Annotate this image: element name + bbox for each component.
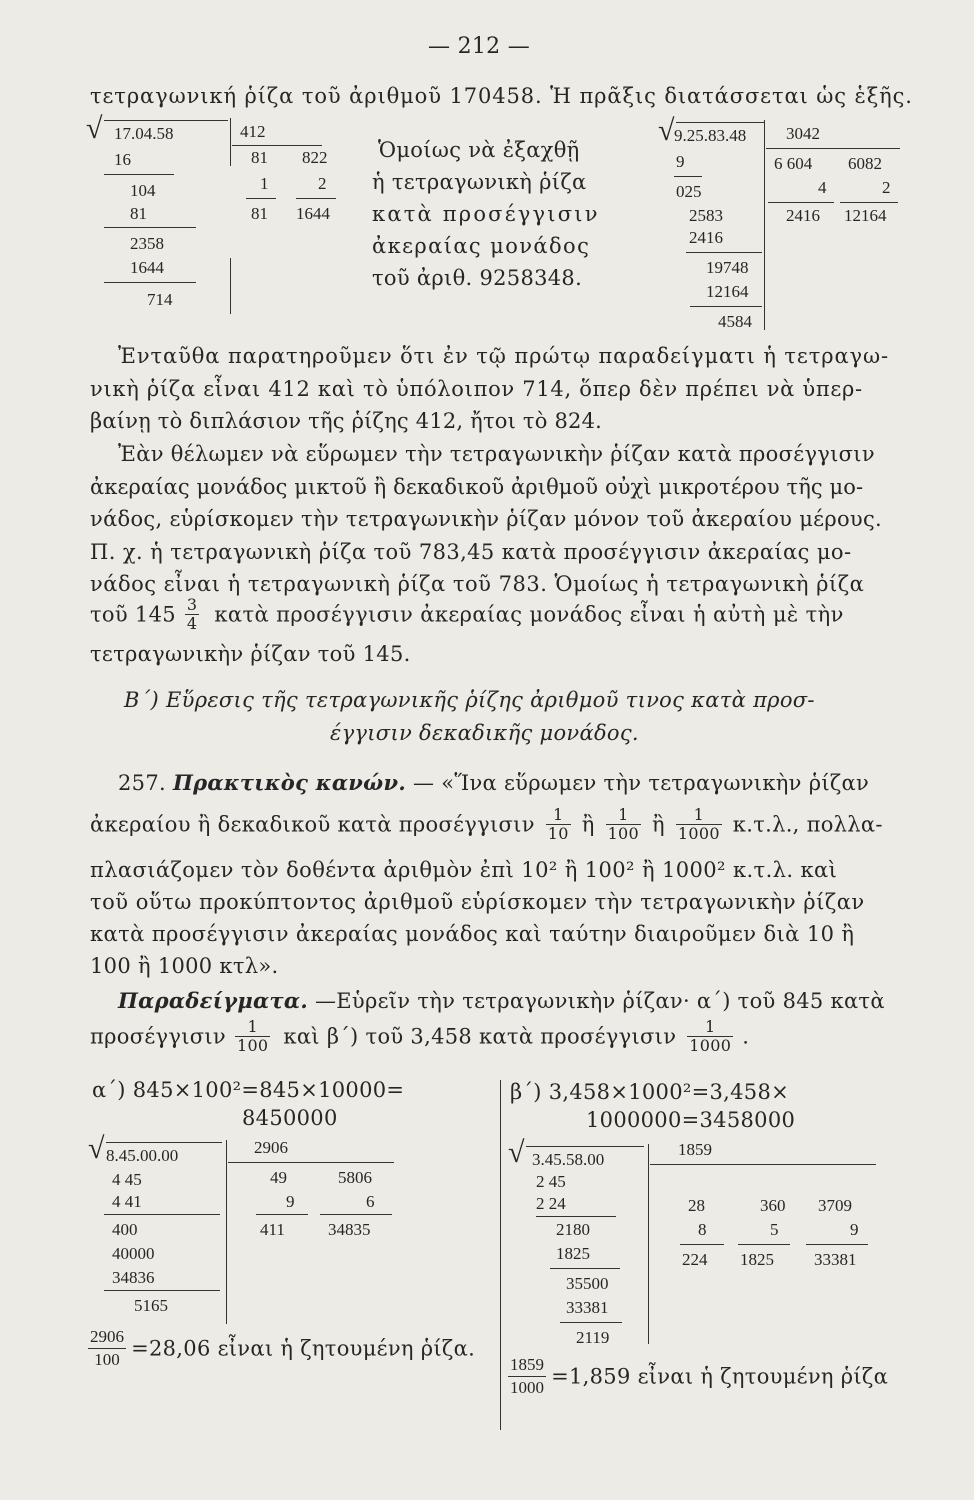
trial-value: 81	[251, 148, 268, 167]
fraction	[235, 1018, 270, 1055]
vinculum	[106, 1142, 222, 1143]
rule	[104, 1214, 220, 1215]
numerator: 1859	[508, 1354, 546, 1377]
rule-number: 257.	[118, 771, 166, 795]
trial-value: 6	[366, 1192, 375, 1211]
trial-value: 8	[698, 1220, 707, 1239]
root-value: 2906	[254, 1138, 288, 1157]
examples-line-2	[90, 1018, 749, 1055]
rule	[550, 1268, 620, 1269]
step-value: 4 41	[112, 1192, 142, 1211]
trial-value: 224	[682, 1250, 708, 1269]
rule	[650, 1164, 876, 1165]
step-value: 34836	[112, 1268, 155, 1287]
rule-line-2	[90, 806, 883, 843]
rule	[738, 1244, 790, 1245]
vinculum	[526, 1146, 644, 1147]
text-line: βαίνῃ τὸ διπλάσιον τῆς ῥίζης 412, ἤτοι τὸ 824.	[90, 409, 603, 433]
rule-intro: — «Ἵνα εὕρωμεν τὴν τετραγωνικὴν ῥίζαν	[412, 771, 870, 795]
trial-value: 3709	[818, 1196, 852, 1215]
divider	[648, 1144, 649, 1344]
examples-heading: Παραδείγματα.	[118, 988, 308, 1013]
numerator: 3	[186, 595, 198, 614]
note-line: τοῦ ἀριθ. 9258348.	[372, 266, 583, 290]
step-value: 4 45	[112, 1170, 142, 1189]
rule-line-1	[118, 770, 869, 795]
rule	[674, 176, 702, 177]
rule	[232, 145, 322, 146]
denominator: 100	[236, 1036, 269, 1055]
step-value: 12164	[706, 282, 749, 301]
radicand: 3.45.58.00	[532, 1150, 605, 1169]
text: .	[742, 1024, 750, 1049]
numerator: 1	[687, 1018, 733, 1037]
text: καὶ β΄) τοῦ 3,458 κατὰ προσέγγισιν	[283, 1024, 677, 1049]
rule	[536, 1216, 616, 1217]
text-line: ἀκεραίας μονάδος μικτοῦ ἢ δεκαδικοῦ ἀριθμοῦ οὐχὶ μικροτέρου τῆς μο-	[90, 474, 864, 499]
divider	[226, 1140, 227, 1324]
step-value: 2 24	[536, 1194, 566, 1213]
rule	[806, 1244, 868, 1245]
step-value: 9	[676, 152, 685, 171]
trial-value: 6082	[848, 154, 882, 173]
examples-line-1	[118, 988, 885, 1013]
trial-value: 28	[688, 1196, 705, 1215]
calc-a-result	[88, 1326, 475, 1371]
text-line: νάδος, εὑρίσκομεν τὴν τετραγωνικὴν ῥίζαν μόνον τοῦ ἀκεραίου μέρους.	[90, 507, 883, 531]
divider	[230, 258, 231, 314]
rule	[840, 202, 898, 203]
trial-value: 81	[251, 204, 268, 223]
trial-value: 822	[302, 148, 328, 167]
rule-line-3: πλασιάζομεν τὸν δοθέντα ἀριθμὸν ἐπὶ 10² ἢ 100² ἢ 1000² κ.τ.λ. καὶ	[90, 858, 838, 882]
fraction	[687, 1018, 733, 1055]
fraction	[185, 596, 199, 633]
text-line: νικὴ ῥίζα εἶναι 412 καὶ τὸ ὑπόλοιπον 714, ὅπερ δὲν πρέπει νὰ ὑπερ-	[90, 376, 863, 401]
vinculum	[104, 120, 228, 121]
top-line: τετραγωνική ῥίζα τοῦ ἀριθμοῦ 170458. Ἡ πρᾶξις διατάσσεται ὡς ἑξῆς.	[90, 84, 913, 108]
step-value: 19748	[706, 258, 749, 277]
trial-value: 9	[850, 1220, 859, 1239]
sqrt-sign: √	[86, 112, 103, 145]
rule-text-end: κ.τ.λ., πολλα-	[732, 812, 883, 837]
sqrt-sign: √	[88, 1132, 105, 1165]
step-value: 40000	[112, 1244, 155, 1263]
fraction	[606, 806, 641, 843]
text-line: Ἐνταῦθα παρατηροῦμεν ὅτι ἐν τῷ πρώτῳ παραδείγματι ἡ τετραγω-	[118, 344, 890, 368]
calc-header: 8450000	[242, 1106, 338, 1130]
calc-header: 1000000=3458000	[586, 1108, 796, 1132]
fraction	[676, 806, 722, 843]
fraction	[546, 806, 571, 843]
trial-value: 49	[270, 1168, 287, 1187]
rule	[104, 282, 196, 283]
numerator: 1	[235, 1018, 270, 1037]
remainder: 5165	[134, 1296, 168, 1315]
section-title-line-2: έγγισιν δεκαδικῆς μονάδος.	[330, 721, 639, 745]
denominator: 100	[94, 1350, 120, 1369]
rule	[680, 1244, 724, 1245]
text-line: νάδος εἶναι ἡ τετραγωνικὴ ῥίζα τοῦ 783. Ὁμοίως ἡ τετραγωνικὴ ῥίζα	[90, 572, 865, 596]
denominator: 1000	[689, 1036, 732, 1055]
trial-value: 12164	[844, 206, 887, 225]
text-line: Ἐὰν θέλωμεν νὰ εὕρωμεν τὴν τετραγωνικὴν ῥίζαν κατὰ προσέγγισιν	[118, 442, 875, 466]
text-before: τοῦ 145	[90, 602, 176, 627]
page-number: — 212 —	[428, 34, 531, 59]
trial-value: 1825	[740, 1250, 774, 1269]
remainder: 2119	[576, 1328, 610, 1347]
rule	[104, 1290, 220, 1291]
note-line: ἡ τετραγωνικὴ ῥίζα	[372, 170, 587, 194]
trial-value: 2416	[786, 206, 820, 225]
rule	[768, 202, 834, 203]
trial-value: 33381	[814, 1250, 857, 1269]
step-value: 104	[130, 181, 156, 200]
trial-value: 6 604	[774, 154, 813, 173]
trial-value: 5806	[338, 1168, 372, 1187]
note-line: Ὁμοίως νὰ ἐξαχθῇ	[378, 138, 580, 162]
step-value: 2358	[130, 234, 164, 253]
fraction	[88, 1326, 126, 1371]
root-value: 1859	[678, 1140, 712, 1159]
step-value: 1644	[130, 258, 164, 277]
root-value: 412	[240, 122, 266, 141]
denominator: 4	[186, 614, 198, 633]
trial-value: 2	[318, 174, 327, 193]
or-word: ἢ	[581, 812, 595, 837]
step-value: 2 45	[536, 1172, 566, 1191]
text: προσέγγισιν	[90, 1024, 226, 1049]
trial-value: 34835	[328, 1220, 371, 1239]
step-value: 16	[114, 150, 131, 169]
denominator: 1000	[677, 824, 720, 843]
result-text: =1,859 εἶναι ἡ ζητουμένη ῥίζα	[551, 1364, 889, 1389]
step-value: 2180	[556, 1220, 590, 1239]
calc-header: α΄) 845×100²=845×10000=	[92, 1078, 405, 1102]
numerator: 1	[606, 806, 641, 825]
rule	[686, 252, 762, 253]
rule-line-4: τοῦ οὕτω προκύπτοντος ἀριθμοῦ εὑρίσκομεν τὴν τετραγωνικὴν ῥίζαν	[90, 890, 865, 914]
paragraph-1	[90, 340, 905, 438]
trial-value: 1644	[296, 204, 330, 223]
rule	[690, 306, 762, 307]
step-value: 2416	[689, 228, 723, 247]
denominator: 100	[607, 824, 640, 843]
step-value: 1825	[556, 1244, 590, 1263]
rule	[104, 174, 174, 175]
divider	[230, 118, 231, 166]
trial-value: 411	[260, 1220, 285, 1239]
trial-value: 360	[760, 1196, 786, 1215]
paragraph-2	[90, 438, 905, 601]
step-value: 35500	[566, 1274, 609, 1293]
p2-line-7: τετραγωνικὴν ῥίζαν τοῦ 145.	[90, 642, 411, 666]
numerator: 2906	[88, 1326, 126, 1349]
trial-value: 9	[286, 1192, 295, 1211]
step-value: 81	[130, 204, 147, 223]
rule	[246, 198, 276, 199]
p2-line-6	[90, 596, 844, 633]
calc-header: β΄) 3,458×1000²=3,458×	[510, 1080, 789, 1104]
rule	[320, 1214, 392, 1215]
rule-text: ἀκεραίου ἢ δεκαδικοῦ κατὰ προσέγγισιν	[90, 812, 535, 837]
column-divider	[500, 1080, 501, 1430]
rule-line-5: κατὰ προσέγγισιν ἀκεραίας μονάδος καὶ ταύτην διαιροῦμεν διὰ 10 ἢ	[90, 922, 855, 946]
rule-heading: Πρακτικὸς κανών.	[172, 770, 406, 795]
denominator: 10	[547, 824, 569, 843]
step-value: 2583	[689, 206, 723, 225]
divider	[764, 120, 765, 330]
rule-line-6: 100 ἢ 1000 κτλ».	[90, 954, 279, 978]
rule	[766, 148, 900, 149]
trial-value: 4	[818, 178, 827, 197]
rule	[560, 1322, 622, 1323]
text-after: κατὰ προσέγγισιν ἀκεραίας μονάδος εἶναι ἡ αὐτὴ μὲ τὴν	[214, 602, 844, 627]
rule	[228, 1162, 394, 1163]
denominator: 1000	[510, 1378, 544, 1397]
section-title-line-1: Β΄) Εὕρεσις τῆς τετραγωνικῆς ῥίζης ἀριθμοῦ τινος κατὰ προσ-	[124, 688, 815, 712]
rule	[296, 198, 336, 199]
radicand: 9.25.83.48	[674, 126, 747, 145]
calc-b-result	[508, 1354, 888, 1399]
note-line: κατὰ προσέγγισιν	[372, 202, 600, 226]
numerator: 1	[546, 806, 571, 825]
numerator: 1	[676, 806, 722, 825]
remainder: 4584	[718, 312, 752, 331]
step-value: 025	[676, 182, 702, 201]
text-line: Π. χ. ἡ τετραγωνικὴ ῥίζα τοῦ 783,45 κατὰ προσέγγισιν ἀκεραίας μο-	[90, 539, 852, 564]
step-value: 33381	[566, 1298, 609, 1317]
step-value: 400	[112, 1220, 138, 1239]
remainder: 714	[147, 290, 173, 309]
sqrt-sign: √	[658, 114, 675, 147]
rule	[256, 1214, 308, 1215]
sqrt-sign: √	[508, 1136, 525, 1169]
examples-intro: —Εὑρεῖν τὴν τετραγωνικὴν ῥίζαν· α΄) τοῦ 845 κατὰ	[314, 989, 885, 1013]
trial-value: 1	[260, 174, 269, 193]
note-line: ἀκεραίας μονάδος	[372, 234, 591, 258]
result-text: =28,06 εἶναι ἡ ζητουμένη ῥίζα.	[131, 1336, 476, 1361]
fraction	[508, 1354, 546, 1399]
trial-value: 5	[770, 1220, 779, 1239]
or-word: ἢ	[652, 812, 665, 837]
root-value: 3042	[786, 124, 820, 143]
trial-value: 2	[882, 178, 891, 197]
radicand: 8.45.00.00	[106, 1146, 179, 1165]
vinculum	[676, 122, 764, 123]
rule	[104, 227, 196, 228]
radicand: 17.04.58	[114, 124, 174, 143]
